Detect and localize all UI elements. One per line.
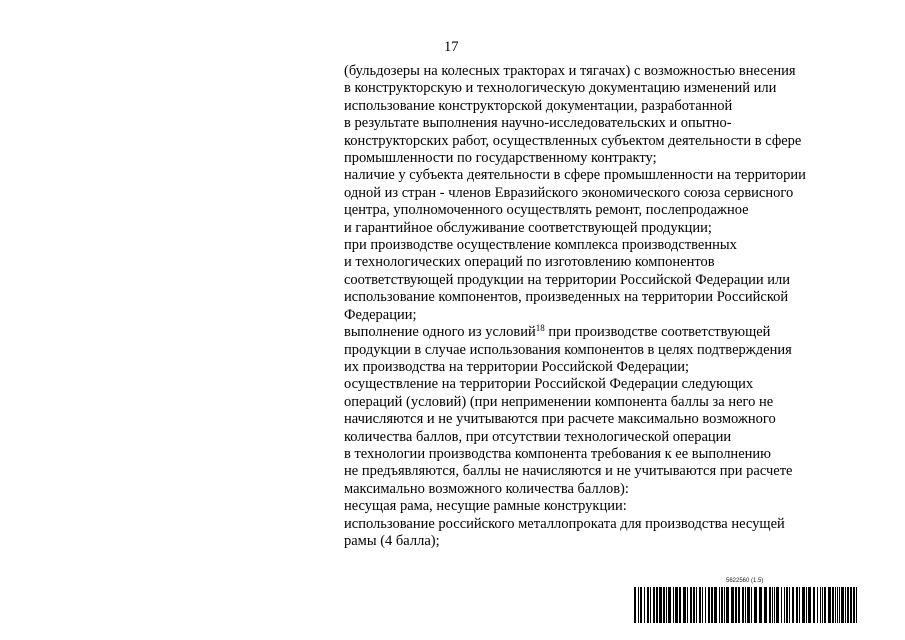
page-number: 17	[444, 39, 459, 55]
text-line: наличие у субъекта деятельности в сфере промышленности на территории	[344, 167, 806, 184]
text-line: конструкторских работ, осуществленных субъектом деятельности в сфере	[344, 132, 802, 149]
text-line: Федерации;	[344, 306, 417, 323]
text-line: осуществление на территории Российской Федерации следующих	[344, 376, 754, 393]
text-line: соответствующей продукции на территории Российской Федерации или	[344, 271, 790, 288]
text-line: использование компонентов, произведенных на территории Российской	[344, 289, 789, 306]
text-line: начисляются и не учитываются при расчете максимально возможного	[344, 411, 776, 428]
text-line: одной из стран - членов Евразийского экономического союза сервисного	[344, 184, 794, 201]
document-body-text	[344, 63, 834, 550]
text-line: промышленности по государственному контракту;	[344, 150, 657, 167]
text-line: рамы (4 балла);	[344, 532, 440, 549]
text-fragment: выполнение одного из условий	[344, 324, 536, 341]
document-barcode	[634, 577, 860, 623]
text-line: количества баллов, при отсутствии технологической операции	[344, 428, 732, 445]
text-line: их производства на территории Российской Федерации;	[344, 358, 690, 375]
text-fragment: при производстве соответствующей	[544, 324, 771, 341]
text-line: и технологических операций по изготовлению компонентов	[344, 254, 715, 271]
text-line: не предъявляются, баллы не начисляются и не учитываются при расчете	[344, 463, 793, 480]
text-line: и гарантийное обслуживание соответствующей продукции;	[344, 219, 712, 236]
text-line: в конструкторскую и технологическую документацию изменений или	[344, 80, 777, 97]
barcode-caption: 5622560 (1.5)	[726, 578, 764, 584]
text-line: при производстве осуществление комплекса производственных	[344, 237, 737, 254]
text-line: в технологии производства компонента требования к ее выполнению	[344, 445, 771, 462]
footnote-reference[interactable]: 18	[535, 323, 545, 334]
text-line: использование российского металлопроката для производства несущей	[344, 515, 785, 532]
text-line: центра, уполномоченного осуществлять ремонт, послепродажное	[344, 202, 749, 219]
text-line: использование конструкторской документации, разработанной	[344, 97, 733, 114]
text-line: в результате выполнения научно-исследовательских и опытно-	[344, 115, 732, 132]
text-line: (бульдозеры на колесных тракторах и тягачах) с возможностью внесения	[344, 63, 796, 79]
text-line: максимально возможного количества баллов):	[344, 480, 629, 497]
text-line: продукции в случае использования компонентов в целях подтверждения	[344, 341, 792, 358]
text-line: несущая рама, несущие рамные конструкции:	[344, 498, 627, 515]
text-line: операций (условий) (при неприменении компонента баллы за него не	[344, 393, 774, 410]
barcode-icon	[634, 587, 860, 623]
text-line-with-footnote	[344, 324, 834, 341]
